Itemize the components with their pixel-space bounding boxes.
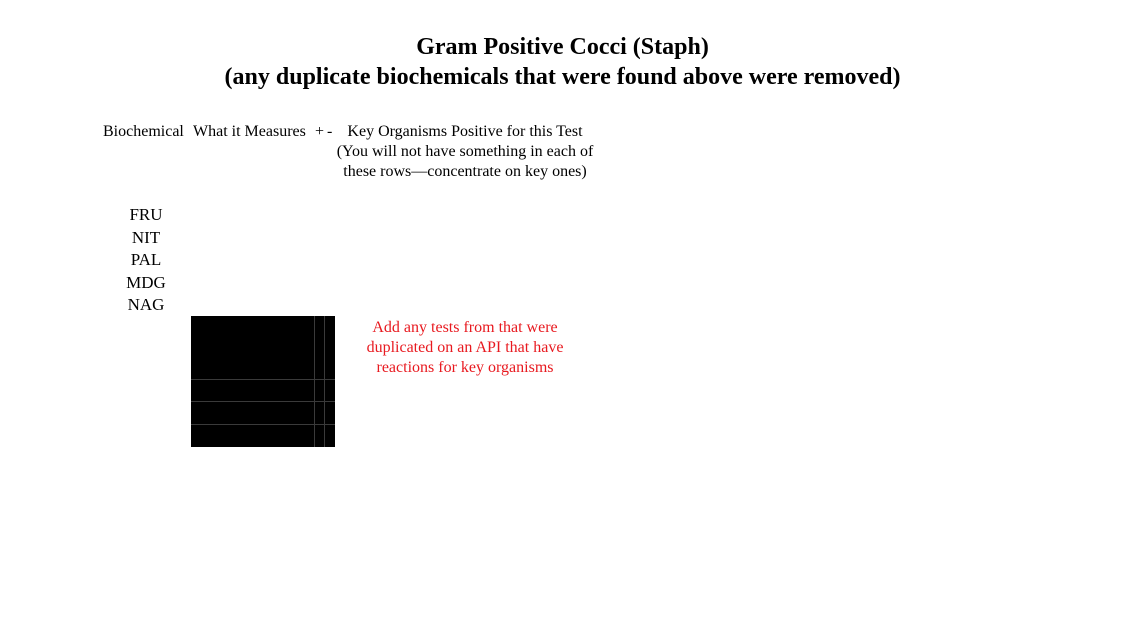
title-line-2: (any duplicate biochemicals that were found above were removed): [224, 64, 901, 90]
header-key-organisms: Key Organisms Positive for this Test (You will not have something in each of these rows—concentrate on key ones): [336, 123, 594, 180]
table-divider: [191, 424, 335, 425]
header-what-it-measures: What it Measures: [193, 123, 306, 140]
header-minus: -: [327, 123, 333, 140]
page-title: [0, 32, 1125, 92]
blank-table-block: [191, 316, 335, 447]
header-plus: +: [315, 123, 325, 140]
table-divider: [324, 316, 325, 447]
biochemical-row: MDG: [126, 272, 166, 292]
red-instruction-note: Add any tests from that were duplicated on an API that have reactions for key organisms: [366, 319, 564, 376]
biochemical-row: NIT: [131, 227, 161, 247]
table-divider: [191, 401, 335, 402]
title-line-1: Gram Positive Cocci (Staph): [416, 34, 709, 60]
biochemical-row: FRU: [129, 205, 163, 224]
biochemical-list: [106, 204, 186, 317]
table-divider: [191, 379, 335, 380]
header-biochemical: Biochemical: [103, 123, 184, 140]
biochemical-row: NAG: [127, 295, 165, 315]
table-divider: [314, 316, 315, 447]
biochemical-row: PAL: [130, 250, 162, 270]
